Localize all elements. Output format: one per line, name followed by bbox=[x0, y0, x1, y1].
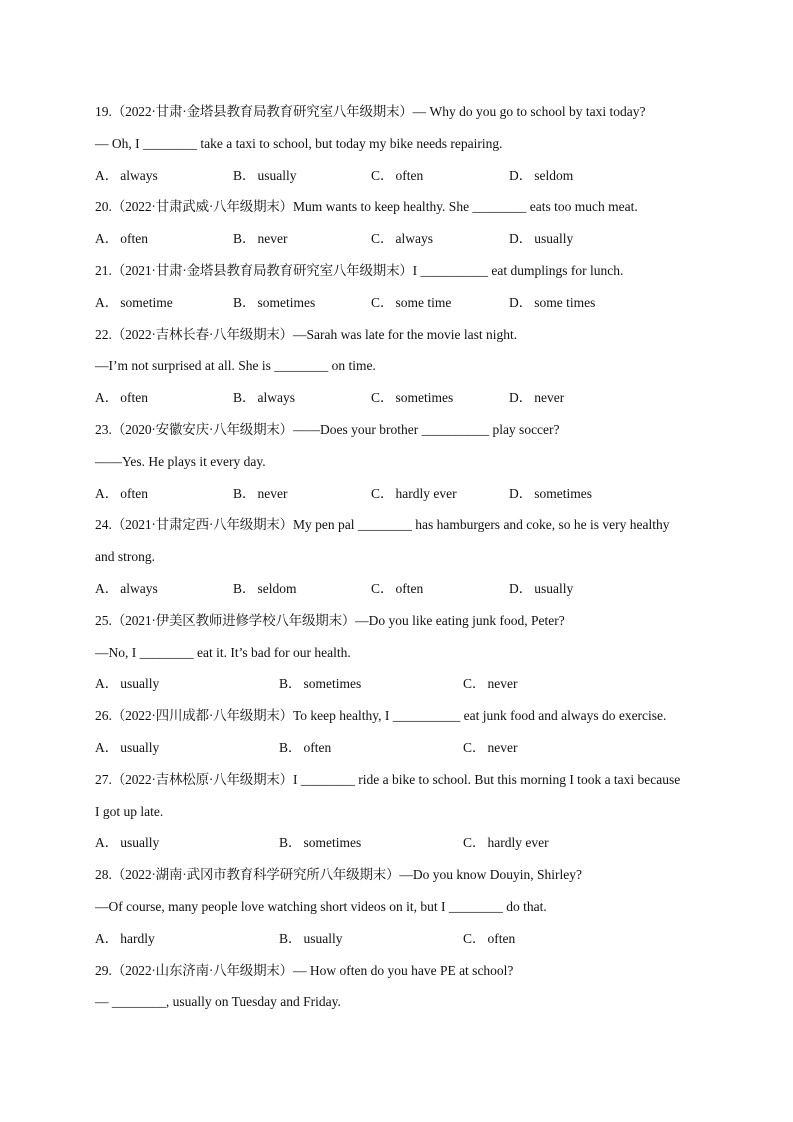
option-text: never bbox=[257, 231, 288, 247]
option-letter: B． bbox=[279, 835, 302, 851]
question-25 bbox=[95, 605, 715, 700]
question-number: 21. bbox=[95, 262, 112, 278]
question-stem bbox=[95, 764, 715, 796]
question-stem bbox=[95, 319, 715, 351]
option-letter: A． bbox=[95, 835, 119, 851]
option-text: some time bbox=[395, 294, 452, 310]
question-number: 25. bbox=[95, 612, 112, 628]
option-b bbox=[233, 160, 297, 192]
option-a bbox=[95, 223, 148, 255]
answer-options bbox=[95, 732, 715, 764]
question-source: （2022·甘肃武威·八年级期末） bbox=[111, 199, 293, 215]
option-c bbox=[371, 573, 423, 605]
option-text: always bbox=[395, 231, 434, 247]
option-c bbox=[371, 223, 433, 255]
option-d bbox=[509, 287, 595, 319]
question-text: Mum wants to keep healthy. She ________ eats too much meat. bbox=[292, 199, 638, 215]
option-letter: D． bbox=[509, 390, 533, 406]
option-b bbox=[233, 382, 295, 414]
option-text: sometimes bbox=[257, 294, 316, 310]
question-stem bbox=[95, 605, 715, 637]
option-letter: D． bbox=[509, 167, 533, 183]
question-text: To keep healthy, I __________ eat junk food and always do exercise. bbox=[292, 708, 667, 724]
option-letter: C． bbox=[463, 739, 486, 755]
option-text: usually bbox=[534, 580, 574, 596]
option-c bbox=[371, 160, 423, 192]
option-c bbox=[463, 923, 515, 955]
question-source: （2021·甘肃·金塔县教育局教育研究室八年级期末） bbox=[111, 262, 413, 278]
question-source: （2020·安徽安庆·八年级期末） bbox=[111, 421, 293, 437]
question-text: I ________ ride a bike to school. But this morning I took a taxi because bbox=[292, 771, 681, 787]
option-a bbox=[95, 478, 148, 510]
option-letter: C． bbox=[371, 580, 394, 596]
option-text: often bbox=[395, 167, 424, 183]
option-letter: B． bbox=[279, 930, 302, 946]
question-text: My pen pal ________ has hamburgers and coke, so he is very healthy bbox=[292, 517, 670, 533]
question-stem bbox=[95, 859, 715, 891]
option-c bbox=[463, 827, 549, 859]
option-letter: A． bbox=[95, 930, 119, 946]
option-letter: C． bbox=[371, 167, 394, 183]
option-b bbox=[233, 223, 288, 255]
question-number: 29. bbox=[95, 962, 112, 978]
option-text: often bbox=[303, 739, 332, 755]
option-letter: A． bbox=[95, 580, 119, 596]
question-stem bbox=[95, 700, 715, 732]
option-letter: D． bbox=[509, 580, 533, 596]
question-24 bbox=[95, 509, 715, 604]
option-letter: B． bbox=[233, 167, 256, 183]
option-d bbox=[509, 160, 573, 192]
question-continuation: — Oh, I ________ take a taxi to school, but today my bike needs repairing. bbox=[95, 135, 503, 151]
option-letter: B． bbox=[233, 485, 256, 501]
answer-options bbox=[95, 923, 715, 955]
option-c bbox=[371, 382, 453, 414]
option-text: always bbox=[120, 167, 158, 183]
option-text: hardly ever bbox=[487, 835, 549, 851]
option-text: seldom bbox=[534, 167, 574, 183]
question-number: 20. bbox=[95, 199, 112, 215]
option-text: often bbox=[487, 930, 516, 946]
option-letter: C． bbox=[463, 930, 486, 946]
option-text: often bbox=[120, 485, 148, 501]
question-stem bbox=[95, 191, 715, 223]
option-a bbox=[95, 573, 158, 605]
option-text: usually bbox=[257, 167, 297, 183]
question-27 bbox=[95, 764, 715, 859]
option-text: often bbox=[120, 390, 148, 406]
option-text: never bbox=[487, 739, 518, 755]
answer-options bbox=[95, 573, 715, 605]
question-continuation: I got up late. bbox=[95, 803, 164, 819]
option-d bbox=[509, 223, 573, 255]
option-letter: C． bbox=[463, 835, 486, 851]
option-letter: B． bbox=[233, 390, 256, 406]
option-letter: D． bbox=[509, 294, 533, 310]
option-letter: B． bbox=[233, 580, 256, 596]
option-letter: A． bbox=[95, 676, 119, 692]
question-22 bbox=[95, 319, 715, 414]
option-d bbox=[509, 382, 564, 414]
option-letter: C． bbox=[371, 485, 394, 501]
option-letter: B． bbox=[233, 294, 256, 310]
option-text: always bbox=[257, 390, 296, 406]
option-letter: B． bbox=[279, 739, 302, 755]
option-text: never bbox=[534, 390, 565, 406]
option-text: usually bbox=[534, 231, 574, 247]
question-stem bbox=[95, 255, 715, 287]
question-stem bbox=[95, 509, 715, 541]
question-21 bbox=[95, 255, 715, 319]
question-number: 19. bbox=[95, 104, 112, 119]
question-source: （2022·山东济南·八年级期末） bbox=[111, 962, 293, 978]
option-letter: D． bbox=[509, 485, 533, 501]
option-a bbox=[95, 923, 155, 955]
question-list bbox=[95, 96, 715, 1018]
option-text: often bbox=[395, 580, 424, 596]
option-letter: C． bbox=[371, 390, 394, 406]
option-b bbox=[233, 287, 315, 319]
question-text: I __________ eat dumplings for lunch. bbox=[412, 262, 624, 278]
answer-options bbox=[95, 668, 715, 700]
option-letter: A． bbox=[95, 231, 119, 247]
option-text: never bbox=[257, 485, 288, 501]
option-b bbox=[279, 668, 361, 700]
option-d bbox=[509, 573, 573, 605]
option-letter: C． bbox=[371, 294, 394, 310]
answer-options bbox=[95, 287, 715, 319]
question-stem bbox=[95, 96, 715, 128]
question-text: ——Does your brother __________ play soccer? bbox=[292, 421, 560, 437]
option-text: sometimes bbox=[534, 485, 592, 501]
option-letter: B． bbox=[279, 676, 302, 692]
option-letter: C． bbox=[371, 231, 394, 247]
option-text: usually bbox=[120, 676, 160, 692]
option-letter: A． bbox=[95, 485, 119, 501]
option-c bbox=[463, 732, 518, 764]
option-text: hardly bbox=[120, 930, 155, 946]
question-continuation: —Of course, many people love watching short videos on it, but I ________ do that. bbox=[95, 898, 547, 914]
question-continuation: — ________, usually on Tuesday and Friday. bbox=[95, 994, 341, 1010]
option-text: sometime bbox=[120, 294, 173, 310]
question-number: 22. bbox=[95, 326, 112, 342]
question-continuation: —No, I ________ eat it. It’s bad for our health. bbox=[95, 644, 351, 660]
option-a bbox=[95, 382, 148, 414]
question-source: （2022·湖南·武冈市教育科学研究所八年级期末） bbox=[111, 867, 400, 883]
question-stem bbox=[95, 414, 715, 446]
option-text: some times bbox=[534, 294, 596, 310]
question-26 bbox=[95, 700, 715, 764]
question-continuation: ——Yes. He plays it every day. bbox=[95, 453, 266, 469]
question-19 bbox=[95, 96, 715, 191]
option-letter: A． bbox=[95, 390, 119, 406]
option-b bbox=[279, 732, 331, 764]
option-text: seldom bbox=[257, 580, 297, 596]
answer-options bbox=[95, 382, 715, 414]
option-b bbox=[233, 573, 297, 605]
answer-options bbox=[95, 160, 715, 192]
question-source: （2022·四川成都·八年级期末） bbox=[111, 708, 293, 724]
option-letter: A． bbox=[95, 294, 119, 310]
question-source: （2022·吉林松原·八年级期末） bbox=[111, 771, 293, 787]
option-c bbox=[371, 478, 457, 510]
option-text: usually bbox=[120, 835, 160, 851]
option-text: sometimes bbox=[303, 835, 362, 851]
option-a bbox=[95, 287, 173, 319]
option-a bbox=[95, 827, 159, 859]
question-continuation: —I’m not surprised at all. She is ________ on time. bbox=[95, 358, 376, 374]
option-text: always bbox=[120, 580, 158, 596]
option-text: sometimes bbox=[395, 390, 454, 406]
option-letter: A． bbox=[95, 167, 119, 183]
answer-options bbox=[95, 827, 715, 859]
option-a bbox=[95, 732, 159, 764]
option-c bbox=[463, 668, 518, 700]
question-text: — Why do you go to school by taxi today? bbox=[412, 104, 646, 119]
question-number: 23. bbox=[95, 421, 112, 437]
question-number: 24. bbox=[95, 517, 112, 533]
question-continuation: and strong. bbox=[95, 549, 155, 565]
answer-options bbox=[95, 478, 715, 510]
option-text: usually bbox=[303, 930, 343, 946]
option-letter: A． bbox=[95, 739, 119, 755]
question-23 bbox=[95, 414, 715, 509]
option-text: sometimes bbox=[303, 676, 362, 692]
question-number: 26. bbox=[95, 708, 112, 724]
question-29 bbox=[95, 955, 715, 1019]
option-text: hardly ever bbox=[395, 485, 457, 501]
option-a bbox=[95, 160, 158, 192]
question-text: —Do you like eating junk food, Peter? bbox=[355, 612, 565, 628]
option-letter: D． bbox=[509, 231, 533, 247]
question-text: —Do you know Douyin, Shirley? bbox=[399, 867, 582, 883]
question-source: （2021·伊美区教师进修学校八年级期末） bbox=[111, 612, 356, 628]
option-b bbox=[279, 827, 361, 859]
question-28 bbox=[95, 859, 715, 954]
option-c bbox=[371, 287, 451, 319]
option-b bbox=[233, 478, 288, 510]
question-stem bbox=[95, 955, 715, 987]
option-text: often bbox=[120, 231, 148, 247]
question-source: （2021·甘肃定西·八年级期末） bbox=[111, 517, 293, 533]
option-b bbox=[279, 923, 343, 955]
option-letter: C． bbox=[463, 676, 486, 692]
question-20 bbox=[95, 191, 715, 255]
option-text: usually bbox=[120, 739, 160, 755]
question-text: —Sarah was late for the movie last night. bbox=[292, 326, 518, 342]
question-text: — How often do you have PE at school? bbox=[292, 962, 514, 978]
question-source: （2022·吉林长春·八年级期末） bbox=[111, 326, 293, 342]
option-text: never bbox=[487, 676, 518, 692]
answer-options bbox=[95, 223, 715, 255]
question-number: 27. bbox=[95, 771, 112, 787]
question-number: 28. bbox=[95, 867, 112, 883]
option-a bbox=[95, 668, 159, 700]
option-letter: B． bbox=[233, 231, 256, 247]
question-source: （2022·甘肃·金塔县教育局教育研究室八年级期末） bbox=[111, 104, 413, 119]
option-d bbox=[509, 478, 592, 510]
